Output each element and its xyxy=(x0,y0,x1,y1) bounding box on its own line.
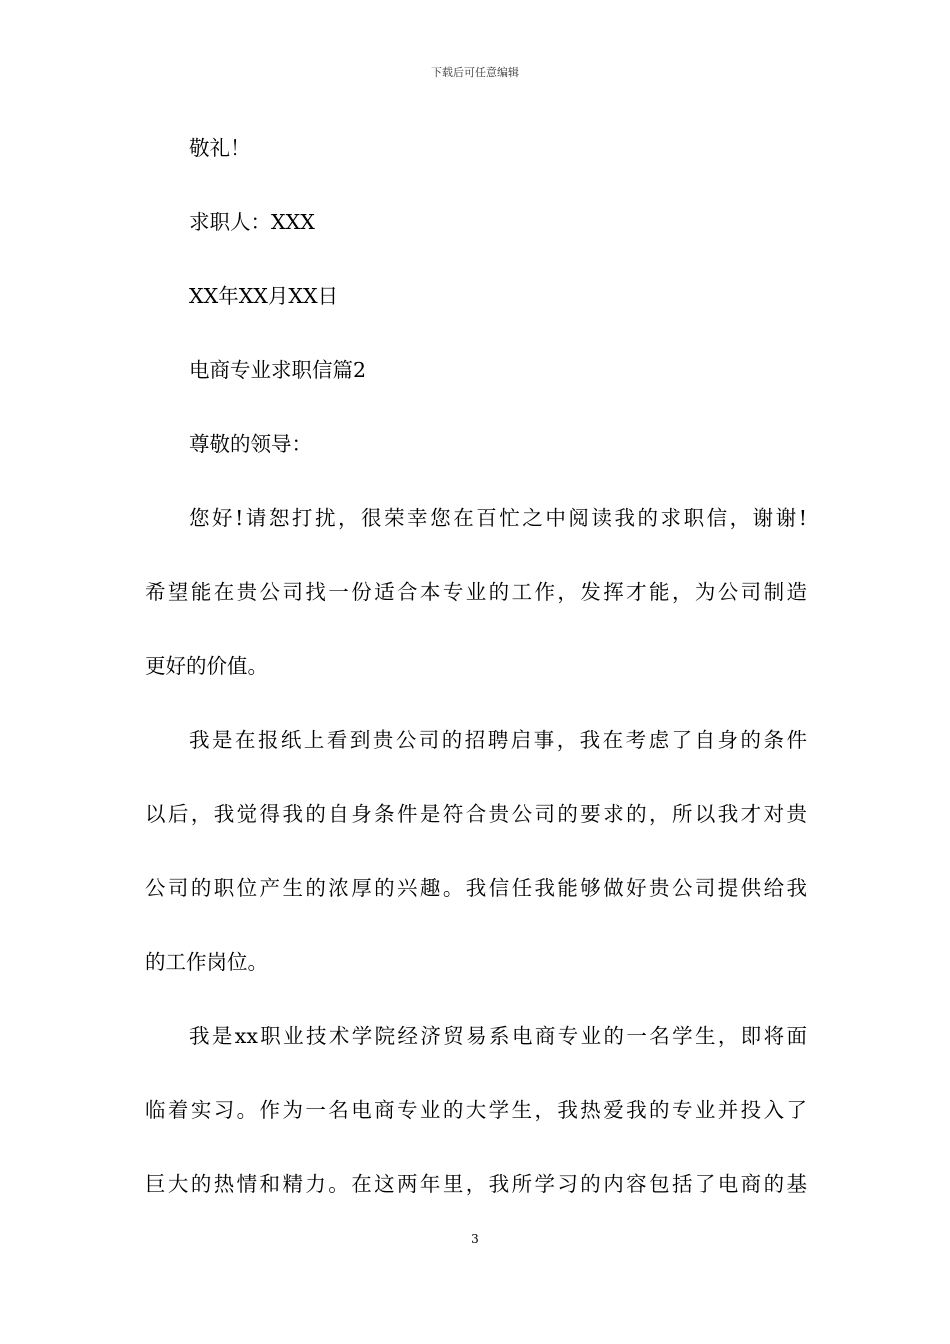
text-line: 以后，我觉得我的自身条件是符合贵公司的要求的，所以我才对贵 xyxy=(145,802,807,826)
text-line: 公司的职位产生的浓厚的兴趣。我信任我能够做好贵公司提供给我 xyxy=(145,876,807,900)
text-line: 我是xx职业技术学院经济贸易系电商专业的一名学生，即将面 xyxy=(189,1024,807,1048)
text-line: XX年XX月XX日 xyxy=(189,284,339,308)
text-line: 您好!请恕打扰，很荣幸您在百忙之中阅读我的求职信，谢谢! xyxy=(189,506,807,530)
page-number: 3 xyxy=(471,1232,479,1246)
text-line: 更好的价值。 xyxy=(145,654,268,678)
text-line: 巨大的热情和精力。在这两年里，我所学习的内容包括了电商的基 xyxy=(145,1172,807,1196)
text-line: 的工作岗位。 xyxy=(145,950,268,974)
text-line: 希望能在贵公司找一份适合本专业的工作，发挥才能，为公司制造 xyxy=(145,580,807,604)
text-line: 我是在报纸上看到贵公司的招聘启事，我在考虑了自身的条件 xyxy=(189,728,807,752)
page-header-note: 下载后可任意编辑 xyxy=(431,66,519,79)
text-line: 临着实习。作为一名电商专业的大学生，我热爱我的专业并投入了 xyxy=(145,1098,807,1122)
text-line: 求职人：XXX xyxy=(189,210,315,234)
salutation: 尊敬的领导： xyxy=(189,432,312,456)
text-line: 敬礼！ xyxy=(189,136,251,160)
section-title: 电商专业求职信篇2 xyxy=(189,358,367,382)
document-body xyxy=(145,130,807,1240)
